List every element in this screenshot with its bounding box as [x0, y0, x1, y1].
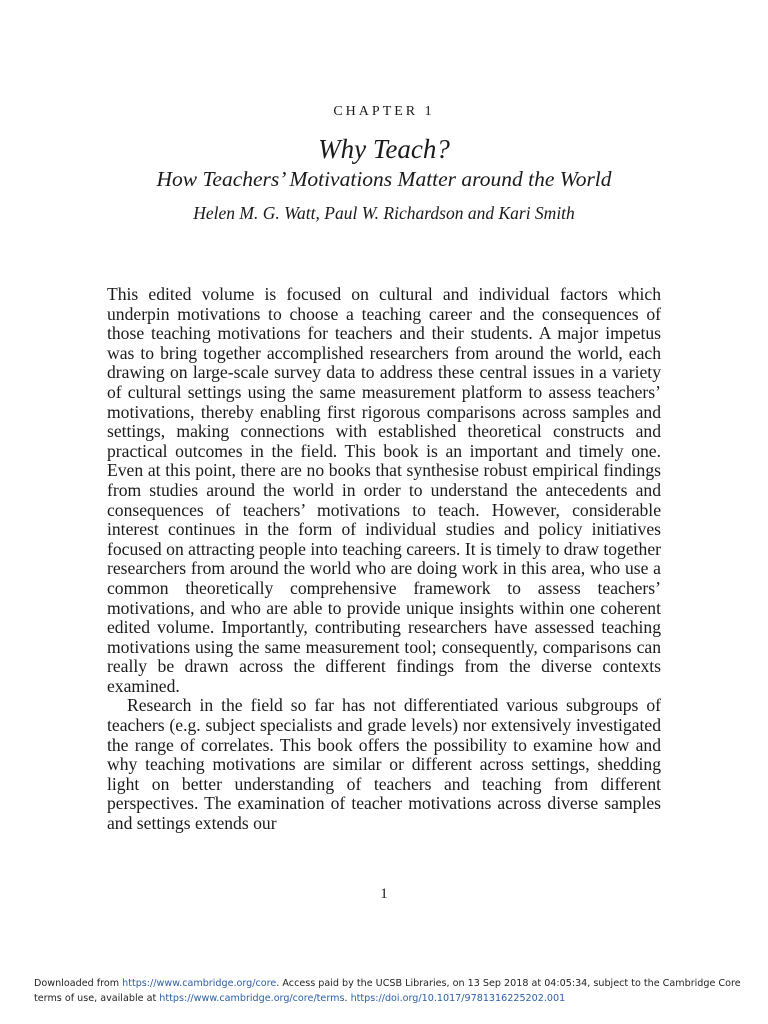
chapter-title: Why Teach? — [318, 134, 450, 164]
body-paragraph-2: Research in the field so far has not differentiated various subgroups of teachers (e.g. subject specialists and grade levels) nor extensively investigated the range of correlates. This book offers the possibility to examine how and why teaching motivations are similar or different across settings, shedding light on better understanding of teachers and teaching from different perspectives. The examination of teacher motivations across diverse samples and settings extends our — [107, 695, 661, 834]
footer-doi-link[interactable]: https://doi.org/10.1017/9781316225202.001 — [350, 993, 566, 1004]
chapter-authors: Helen M. G. Watt, Paul W. Richardson and Kari Smith — [193, 203, 575, 223]
download-footer — [34, 976, 754, 1006]
footer-separator: . — [344, 993, 351, 1004]
body-text — [107, 285, 661, 834]
body-paragraph-1: This edited volume is focused on cultural and individual factors which underpin motivations to choose a teaching career and the consequences of those teaching motivations for teachers and their students. A major impetus was to bring together accomplished researchers from around the world, each drawing on large-scale survey data to address these central issues in a variety of cultural settings using the same measurement platform to assess teachers’ motivations, thereby enabling first rigorous comparisons across samples and settings, making connections with established theoretical constructs and practical outcomes in the field. This book is an important and timely one. Even at this point, there are no books that synthesise robust empirical findings from studies around the world in order to understand the antecedents and consequences of teachers’ motivations to teach. However, considerable interest continues in the form of individual studies and policy initiatives focused on attracting people into teaching careers. It is timely to draw together researchers from around the world who are doing work in this area, who use a common theoretically comprehensive framework to assess teachers’ motivations, and who are able to provide unique insights within one coherent edited volume. Importantly, contributing researchers have assessed teaching motivations using the same measurement tool; consequently, comparisons can really be drawn across the different findings from the diverse contexts examined. — [107, 284, 661, 696]
page-number: 1 — [380, 886, 388, 902]
chapter-label: CHAPTER 1 — [333, 104, 435, 119]
footer-middle: . Access paid by the UCSB Libraries, on 13 Sep 2018 at 04:05:34, subject to the Cambridge Core terms of use, available at — [34, 978, 741, 1004]
chapter-subtitle: How Teachers’ Motivations Matter around the World — [156, 167, 612, 191]
footer-core-link[interactable]: https://www.cambridge.org/core — [122, 978, 277, 989]
footer-prefix: Downloaded from — [34, 978, 123, 989]
footer-terms-link[interactable]: https://www.cambridge.org/core/terms — [159, 993, 345, 1004]
